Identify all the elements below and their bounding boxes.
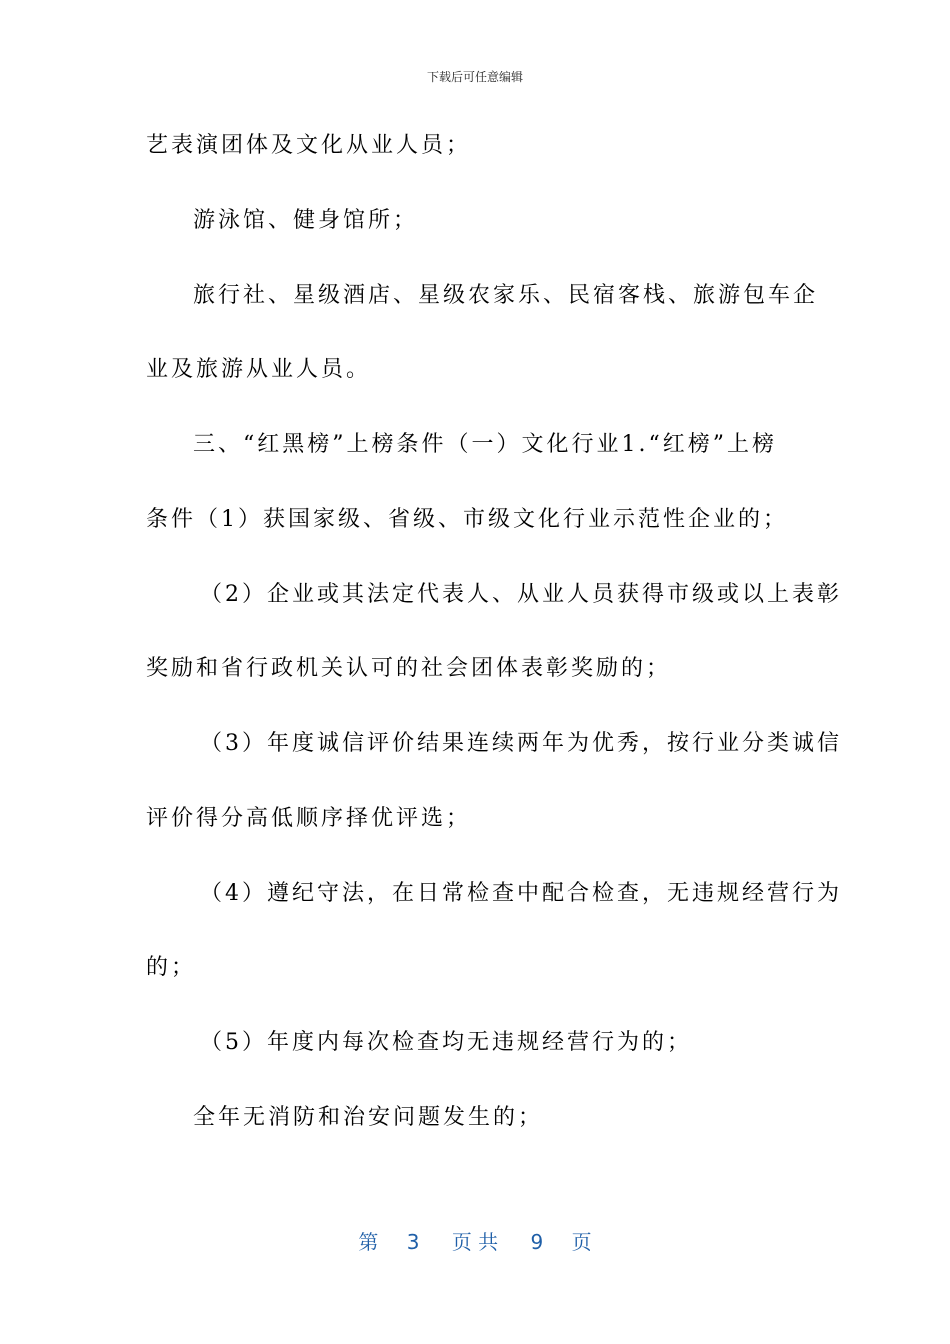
body-line: 三、“红黑榜”上榜条件（一）文化行业1.“红榜”上榜	[193, 432, 777, 457]
page-mid: 页 共	[451, 1230, 499, 1254]
body-line: 业及旅游从业人员。	[146, 357, 372, 382]
body-line: 条件（1）获国家级、省级、市级文化行业示范性企业的；	[146, 507, 788, 532]
body-line: 奖励和省行政机关认可的社会团体表彰奖励的；	[146, 656, 672, 681]
body-line: 的；	[146, 955, 197, 980]
page-number: 3	[406, 1230, 420, 1254]
body-line: （4）遵纪守法，在日常检查中配合检查，无违规经营行为	[200, 881, 842, 906]
body-line: （5）年度内每次检查均无违规经营行为的；	[200, 1030, 692, 1055]
body-line: 旅行社、星级酒店、星级农家乐、民宿客栈、旅游包车企	[193, 283, 819, 308]
body-line: 游泳馆、健身馆所；	[193, 208, 419, 233]
body-line: 评价得分高低顺序择优评选；	[146, 806, 472, 831]
page-total: 9	[530, 1230, 544, 1254]
header-note: 下载后可任意编辑	[426, 70, 523, 84]
page-prefix: 第	[358, 1230, 379, 1254]
body-line: （2）企业或其法定代表人、从业人员获得市级或以上表彰	[200, 582, 842, 607]
page-footer	[0, 1226, 950, 1255]
body-line: 艺表演团体及文化从业人员；	[146, 133, 472, 158]
page-suffix: 页	[571, 1230, 592, 1254]
body-line: 全年无消防和治安问题发生的；	[193, 1105, 544, 1130]
body-line: （3）年度诚信评价结果连续两年为优秀，按行业分类诚信	[200, 731, 842, 756]
